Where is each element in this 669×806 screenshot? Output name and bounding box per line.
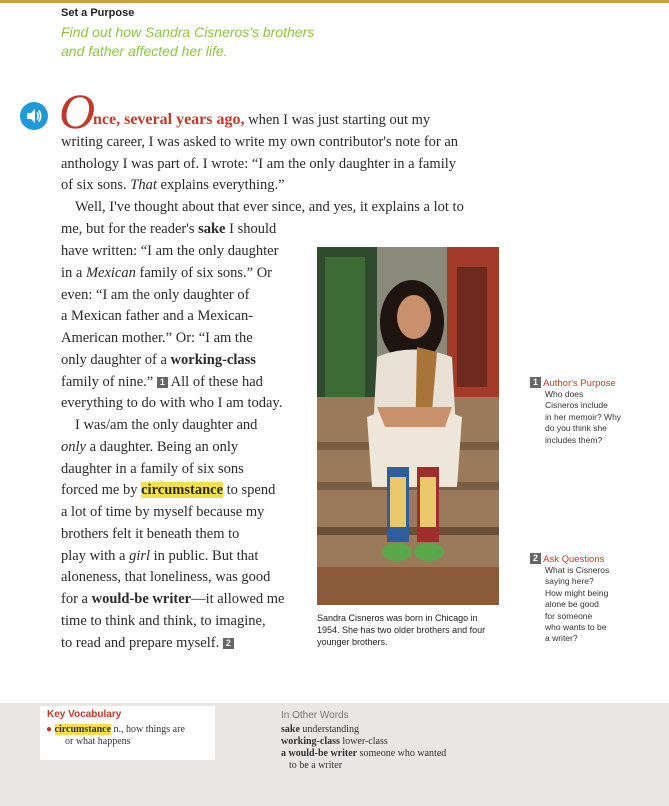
set-purpose-line-1: Find out how Sandra Cisneros's brothers [61, 24, 315, 40]
marker-1-badge: 1 [530, 377, 541, 388]
story-italic: only [61, 439, 86, 455]
story-line-15: I was/am the only daughter and [75, 417, 258, 433]
set-purpose-text [61, 23, 381, 61]
story-line-4 [61, 175, 285, 197]
key-vocabulary-word[interactable]: circumstance [54, 724, 112, 735]
sidenote-line: What is Cisneros [545, 565, 610, 575]
story-italic: That [130, 177, 157, 193]
story-line-6 [61, 219, 276, 241]
sidenote-authors-purpose-title [530, 377, 616, 389]
iow-definition: lower-class [342, 736, 388, 747]
sidenote-line: includes them? [545, 434, 603, 445]
story-line-17: daughter in a family of six sons [61, 461, 244, 477]
audio-play-button[interactable] [20, 102, 48, 130]
story-line-19: a lot of time by myself because my [61, 504, 265, 520]
story-line-21 [61, 546, 258, 568]
sidenote-ask-questions-title [530, 553, 604, 565]
iow-definition: someone who wanted [359, 748, 447, 759]
key-vocabulary-definition: n., how things are [111, 724, 185, 735]
story-line-7: have written: “I am the only daughter [61, 243, 279, 259]
story-text: to read and prepare myself. [61, 635, 220, 651]
story-text: explains everything.” [156, 177, 285, 193]
story-line-20: brothers felt it beneath them to [61, 526, 240, 542]
story-line-5: Well, I've thought about that ever since, and yes, it explains a lot to [75, 199, 464, 215]
story-line-10: a Mexican father and a Mexican- [61, 308, 254, 324]
story-text: in a [61, 265, 86, 281]
story-line-9: even: “I am the only daughter of [61, 287, 250, 303]
story-text: to spend [223, 482, 276, 498]
story-line-1 [93, 109, 430, 132]
story-text: in public. But that [150, 548, 259, 564]
in-other-words-item-cont: to be a writer [289, 760, 343, 771]
sidenote-line: do you think she [545, 423, 607, 434]
story-line-23 [61, 589, 284, 611]
sidenote-line: Cisneros include [545, 400, 608, 411]
story-text: All of these had [167, 374, 263, 390]
sidenote-line: a writer? [545, 633, 578, 644]
story-text: when I was just starting out my [244, 112, 431, 128]
sidenote-line: How might being [545, 587, 609, 598]
in-other-words-item [281, 736, 388, 748]
iow-definition: understanding [302, 724, 360, 735]
story-text: play with a [61, 548, 130, 564]
iow-term: a would-be writer [281, 748, 358, 759]
story-text: me, but for the reader's [61, 221, 199, 237]
story-line-14: everything to do with who I am today. [61, 395, 283, 411]
sidenote-line: for someone [545, 610, 593, 621]
in-other-words-title: In Other Words [281, 710, 349, 721]
sidenote-ask-questions-text [545, 565, 655, 645]
vocab-circumstance[interactable]: circumstance [141, 482, 223, 498]
story-italic: Mexican [85, 265, 136, 281]
story-line-16 [61, 437, 238, 459]
sidenote-title-text: Author's Purpose [543, 378, 616, 389]
vocab-would-be-writer[interactable]: would-be writer [91, 591, 192, 607]
story-line-18 [61, 480, 275, 502]
story-text: a daughter. Being an only [85, 439, 239, 455]
story-line-8 [61, 263, 272, 285]
sidenote-line: Who does [545, 389, 584, 399]
sidenote-title-text: Ask Questions [543, 554, 605, 565]
story-line-22: aloneness, that loneliness, was good [61, 569, 271, 585]
marker-2-badge[interactable]: 2 [223, 638, 234, 649]
in-other-words-item [281, 748, 446, 760]
set-purpose-line-2: and father affected her life. [61, 43, 228, 59]
iow-term: working-class [281, 736, 340, 747]
photo-caption: Sandra Cisneros was born in Chicago in 1954. She has two older brothers and four younger brothers. [317, 613, 486, 647]
top-accent-bar [0, 0, 669, 3]
drop-cap: O [59, 83, 96, 139]
key-vocabulary-definition-cont: or what happens [65, 736, 131, 747]
story-opening: nce, several years ago, [93, 111, 245, 128]
iow-term: sake [281, 724, 300, 735]
story-line-25 [61, 633, 234, 655]
bullet-icon: ● [46, 724, 53, 735]
vocab-working-class[interactable]: working-class [170, 352, 256, 368]
story-text: for a [61, 591, 92, 607]
story-text: family of nine.” [61, 374, 154, 390]
story-text: —it allowed me [191, 591, 285, 607]
key-vocabulary-entry [46, 724, 185, 736]
sidenote-authors-purpose-text [545, 389, 655, 446]
story-line-2: writing career, I was asked to write my own contributor's note for an [61, 134, 459, 150]
story-line-24: time to think and think, to imagine, [61, 613, 266, 629]
story-line-3: anthology I was part of. I wrote: “I am the only daughter in a family [61, 156, 457, 172]
sidenote-line: alone be good [545, 599, 599, 610]
author-photo [317, 247, 499, 605]
author-photo-illustration [317, 247, 499, 605]
marker-2-badge: 2 [530, 553, 541, 564]
story-italic: girl [129, 548, 151, 564]
set-purpose-heading: Set a Purpose [61, 7, 135, 19]
sidenote-line: saying here? [545, 576, 594, 587]
in-other-words-item [281, 724, 359, 736]
story-text: of six sons. [61, 177, 131, 193]
story-line-11: American mother.” Or: “I am the [61, 330, 253, 346]
key-vocabulary-title: Key Vocabulary [47, 709, 122, 720]
story-text: forced me by [61, 482, 142, 498]
sidenote-line: who wants to be [545, 622, 607, 633]
sidenote-line: in her memoir? Why [545, 411, 622, 422]
story-text: only daughter of a [61, 352, 171, 368]
speaker-icon [25, 107, 43, 125]
story-line-12 [61, 350, 256, 372]
story-line-13 [61, 372, 263, 394]
vocab-sake[interactable]: sake [198, 221, 226, 237]
story-text: I should [225, 221, 277, 237]
story-text: family of six sons.” Or [135, 265, 273, 281]
marker-1-badge[interactable]: 1 [157, 377, 168, 388]
